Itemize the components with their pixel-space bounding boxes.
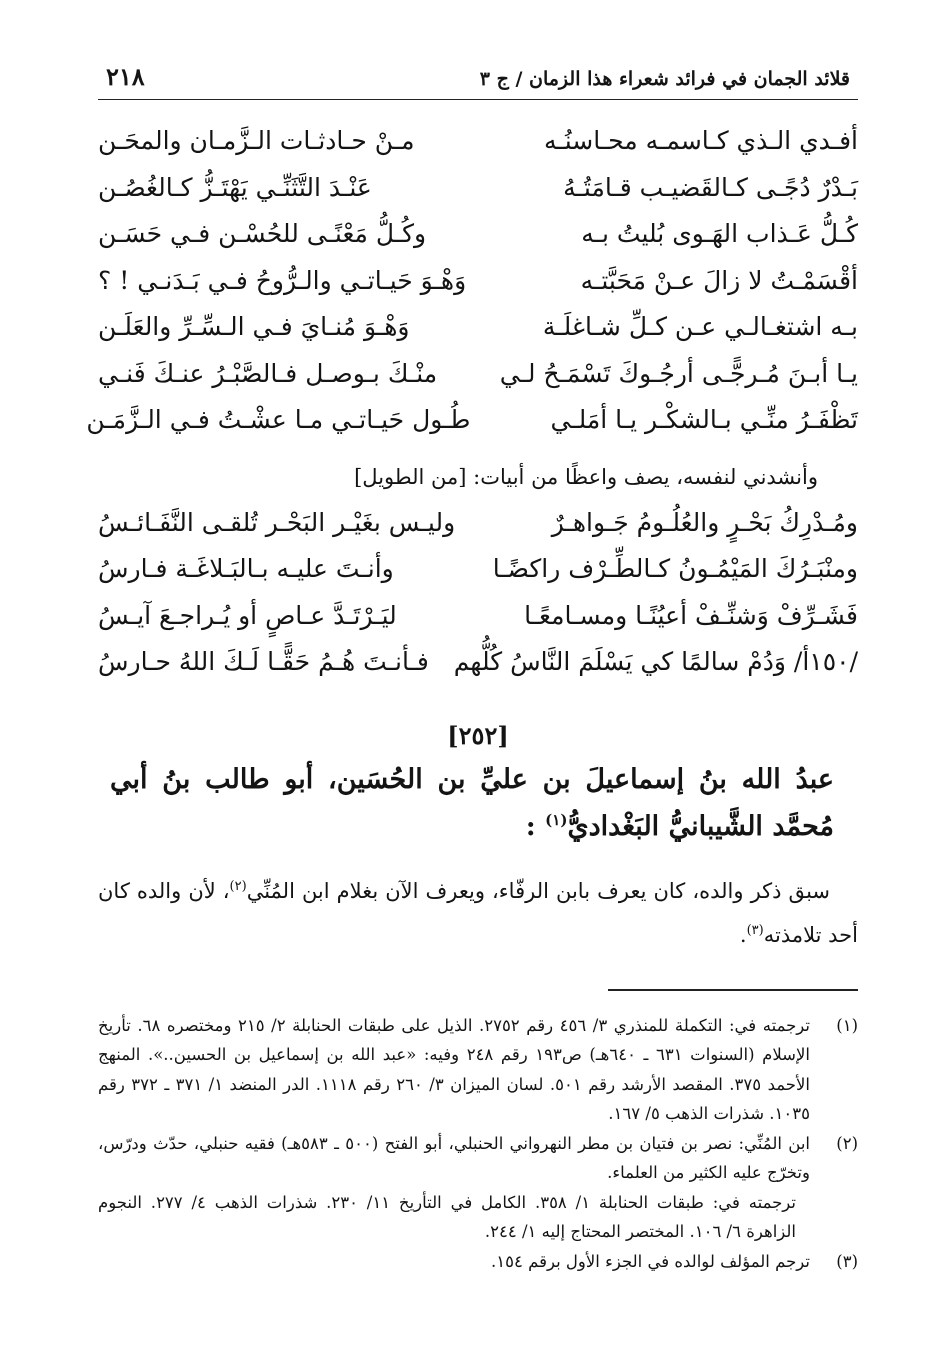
footnote-text: ابن المُنِّي: نصر بن فتيان بن مطر النهرواني الحنبلي، أبو الفتح (٥٠٠ ـ ٥٨٣هـ) فقيه حنبلي، حدّث ودرّس، وتخرّج عليه الكثير من العلماء.: [98, 1133, 810, 1182]
first-hemistich: فَشَـرِّفْ وَشنِّـفْ أعيُنًـا ومسـامعًـا: [524, 600, 858, 630]
body-text: .: [739, 922, 747, 947]
footnote-text: ترجم المؤلف لوالده في الجزء الأول برقم ١٥٤.: [491, 1251, 810, 1271]
first-hemistich: ومُـدْرِكُ بَحْـرٍ والعُلُـومُ جَـواهـرٌ: [551, 507, 858, 537]
entry-title-colon: :: [525, 810, 546, 842]
first-hemistich: ومنْبَـرُكَ المَيْمُـونُ كـالطِّـرْف راكضًـا: [492, 554, 858, 583]
verse-line: [86, 397, 858, 444]
footnote-ref[interactable]: (١): [545, 810, 568, 829]
verse-line: [98, 500, 858, 547]
first-hemistich: /١٥٠أ/ وَدُمْ سالمًا كي يَسْلَمَ النَّاسُ كُلُّهم: [453, 647, 858, 676]
footnote-ref[interactable]: (٢): [229, 878, 247, 894]
verse-line: [98, 639, 858, 686]
footnote-continuation: ترجمته في: طبقات الحنابلة ١/ ٣٥٨. الكامل في التأريخ ١١/ ٢٣٠. شذرات الذهب ٤/ ٢٧٧. النجوم الزاهرة ٦/ ١٠٦. المختصر المحتاج إليه ١/ ٢٤٤.: [98, 1192, 796, 1241]
poem-intro-line: وأنشدني لنفسه، يصف واعظًا من أبيات: [من الطويل]: [354, 464, 818, 489]
footnote-ref[interactable]: (٣): [746, 922, 764, 938]
first-hemistich: بـه اشتغـالـي عـن كـلِّ شـاغلَـة: [542, 312, 858, 341]
verse-line: [98, 211, 858, 258]
entry-title-text: عبدُ الله بنُ إسماعيلَ بن عليِّ بن الحُسَين، أبو طالب بنُ أبي مُحمَّد الشَّيبانيُّ البَغْداديُّ: [110, 763, 834, 842]
second-hemistich: وَهْـوَ حَيـاتـي والـرُّوحُ فـي بَـدَنـي ! ؟: [98, 265, 467, 295]
verse-line: [98, 546, 858, 593]
page-number: ٢١٨: [106, 62, 145, 91]
second-hemistich: وليـس بغَيْـر البَحْـر تُلقـى النَّفَـائـسُ: [98, 507, 456, 537]
entry-number: [٢٥٢]: [447, 720, 509, 750]
second-hemistich: عَنْـدَ التَّثَنِّـي يَهْتَـزُّ كـالغُصُـن: [98, 172, 372, 202]
footnote: [98, 1011, 858, 1129]
verse-line: [98, 593, 858, 640]
footnotes: [98, 1011, 858, 1277]
second-hemistich: وأنـتَ عليـه بـالبَـلاغَـة فـارسُ: [98, 554, 394, 583]
second-hemistich: مـنْ حـادثـات الـزَّمـان والمحَـن: [98, 126, 415, 155]
footnote: [98, 1129, 858, 1188]
verse-line: [98, 351, 858, 398]
page-header: [98, 58, 858, 100]
second-hemistich: منْـكَ بـوصـل فـالصَّبْـرُ عنـكَ فَنـي: [98, 358, 438, 388]
footnote-text: ترجمته في: التكملة للمنذري ٣/ ٤٥٦ رقم ٢٧٥٢. الذيل على طبقات الحنابلة ٢/ ٢١٥ ومختصره ٦٨. تأريخ الإسلام (السنوات ٦٣١ ـ ٦٤٠هـ) ص١٩٣ رقم ٢٤٨ وفيه: «عبد الله بن إسماعيل بن الحسين..». المنهج الأحمد ٣٧٥. المقصد الأرشد رقم ٥٠١. لسان الميزان ٣/ ٢٦٠ رقم ١١١٨. الدر المنضد ١/ ٣٧١ ـ ٣٧٢ رقم ١٠٣٥. شذرات الذهب ٥/ ١٦٧.: [98, 1015, 811, 1123]
second-hemistich: طُـول حَيـاتـي مـا عشْـتُ فـي الـزَّمَـن: [86, 405, 471, 434]
footnote-number: (٢): [836, 1133, 858, 1153]
body-text: سبق ذكر والده، كان يعرف بابن الرفّاء، ويعرف الآن بغلام ابن المُنِّي: [246, 878, 831, 903]
entry-body: [98, 867, 858, 955]
verse-line: [98, 258, 858, 305]
verse-line: [98, 304, 858, 351]
footnote: [98, 1247, 858, 1277]
footnote-number: (٣): [836, 1251, 858, 1271]
first-hemistich: أفـدي الـذي كـاسمـه محـاسنُـه: [544, 126, 858, 155]
first-hemistich: كُـلُّ عَـذاب الهَـوى بُليتُ بـه: [581, 219, 858, 248]
second-hemistich: ليَـرْتَـدَّ عـاصٍ أو يُـراجـعَ آيـسُ: [98, 600, 397, 630]
first-hemistich: بَـدْرٌ دُجًـى كـالقَضيـب قـامَتُـهُ: [563, 172, 858, 202]
footnote-number: (١): [836, 1015, 858, 1035]
second-hemistich: وكُـلُّ مَعْنًـى للحُسْـن فـي حَسَـن: [98, 219, 427, 248]
entry-title: [98, 756, 858, 847]
first-hemistich: يـا أبـنَ مُـرجًّـى أرجُـوكَ تَسْمَـحُ لـي: [499, 358, 858, 388]
poem-block-2: [98, 500, 858, 686]
verse-line: [98, 118, 858, 165]
first-hemistich: تَظْفَـرُ منِّـي بـالشكْـر يـا أمَلـي: [550, 405, 858, 434]
second-hemistich: وَهْـوَ مُنـايَ فـي الـسِّـرِّ والعَلَـن: [98, 312, 410, 341]
running-title: قلائد الجمان في فرائد شعراء هذا الزمان / ج ٣: [479, 68, 850, 90]
second-hemistich: فـأنـتَ هُـمُ حَقًّـا لَـكَ اللهُ حـارسُ: [98, 647, 429, 676]
body-text: ، لأن والده كان أحد تلامذته: [98, 878, 858, 947]
first-hemistich: أقْسَمْـتُ لا زالَ عـنْ مَحَبَّتـه: [580, 265, 858, 295]
verse-line: [98, 165, 858, 212]
poem-block-1: [86, 118, 858, 444]
footnote-divider: [608, 989, 858, 991]
